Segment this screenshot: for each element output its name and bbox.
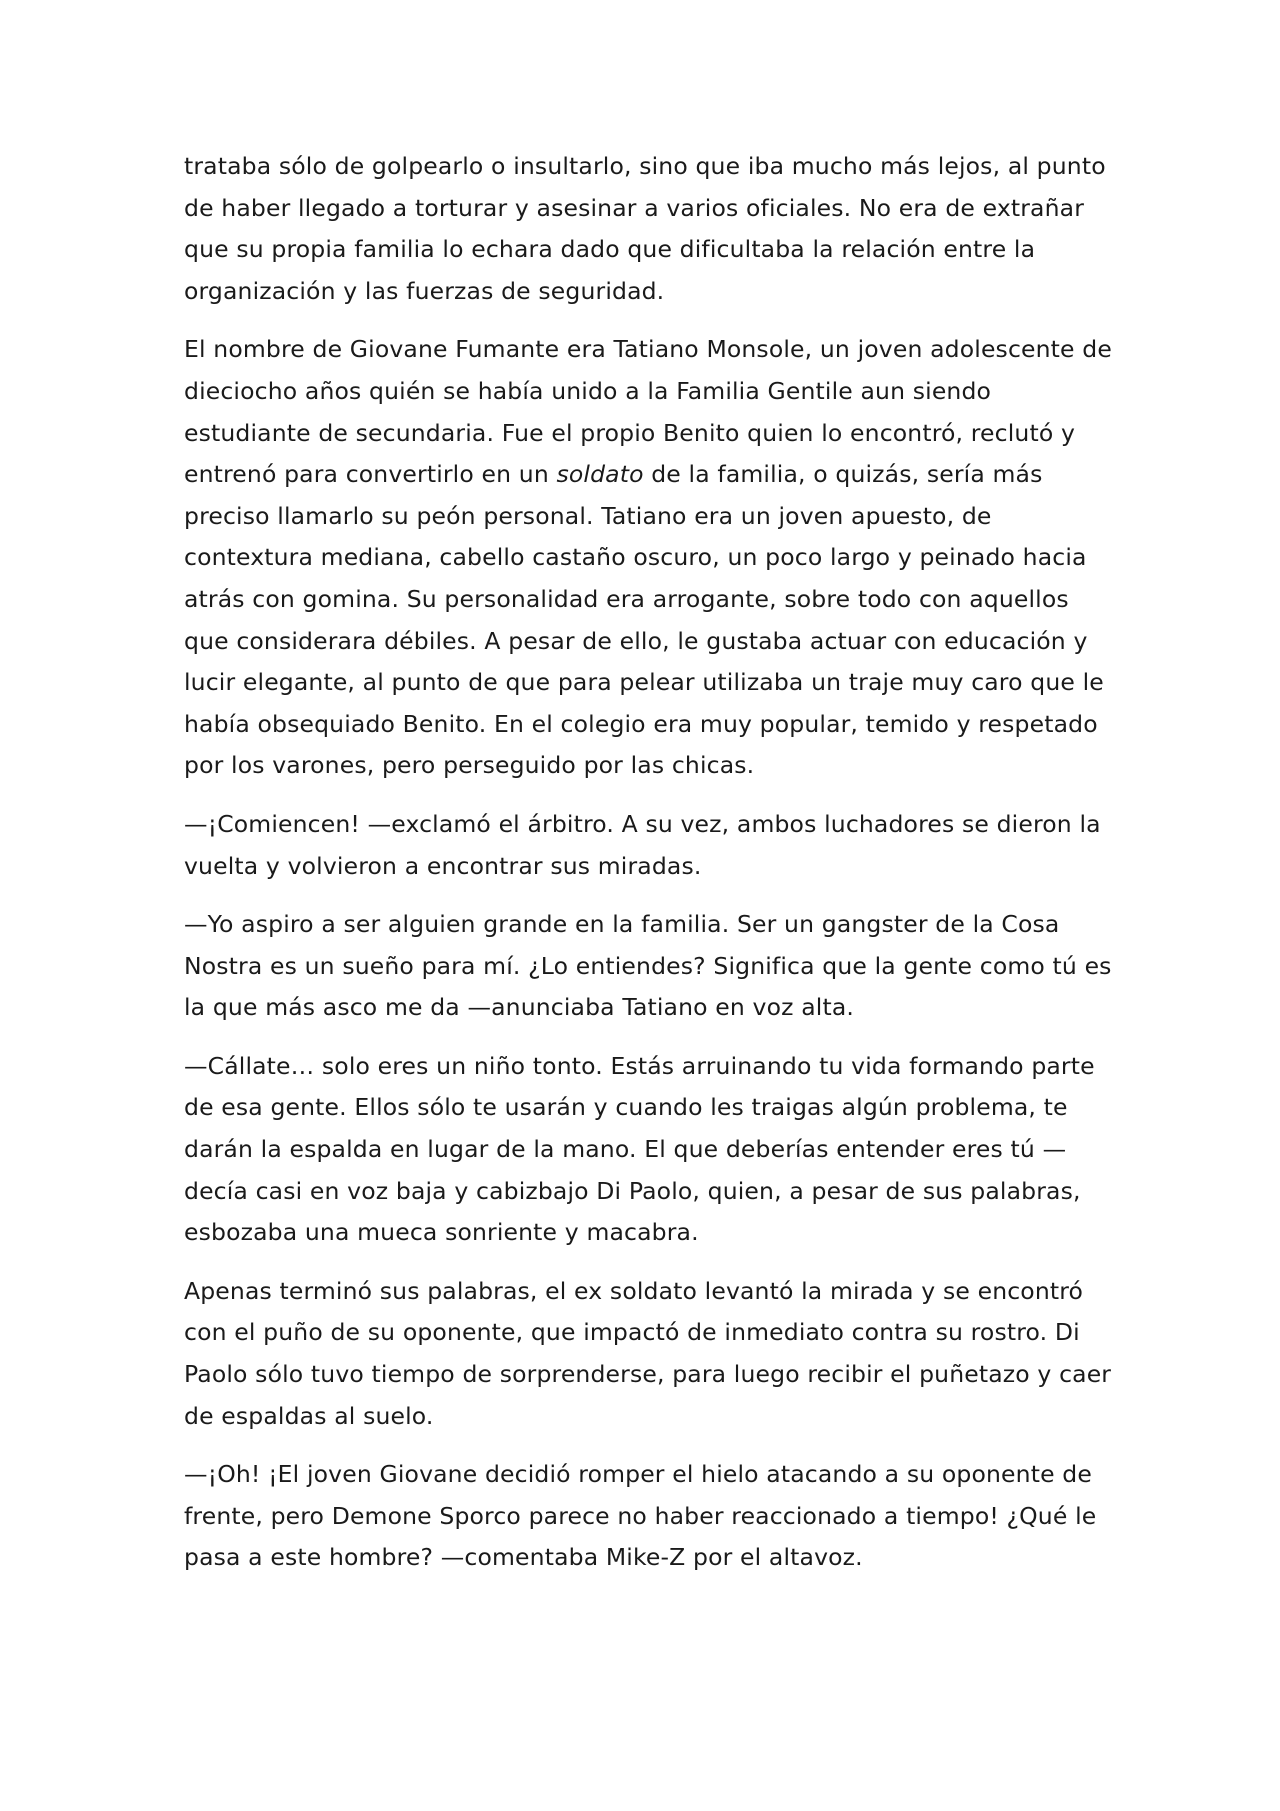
paragraph xyxy=(184,329,1114,787)
italic-term: soldato xyxy=(556,460,644,489)
paragraph-text: —Yo aspiro a ser alguien grande en la familia. Ser un gangster de la Cosa Nostra es un sueño para mí. ¿Lo entiendes? Significa que la gente como tú es la que más asco me da —anunciaba Tatiano en voz alta. xyxy=(184,910,1112,1022)
paragraph-text: El nombre de Giovane Fumante era Tatiano Monsole, un joven adolescente de dieciocho años quién se había unido a la Familia Gentile aun siendo estudiante de secundaria. Fue el propio Benito quien lo encontró, reclutó y entrenó para convertirlo en un xyxy=(184,335,1112,489)
paragraph-text: —Cállate… solo eres un niño tonto. Estás arruinando tu vida formando parte de esa gente. Ellos sólo te usarán y cuando les traigas algún problema, te darán la espalda en lugar de la mano. El que deberías entender eres tú —decía casi en voz baja y cabizbajo Di Paolo, quien, a pesar de sus palabras, esbozaba una mueca sonriente y macabra. xyxy=(184,1051,1095,1247)
paragraph-text: Apenas terminó sus palabras, el ex soldato levantó la mirada y se encontró con el puño de su oponente, que impactó de inmediato contra su rostro. Di Paolo sólo tuvo tiempo de sorprenderse, para luego recibir el puñetazo y caer de espaldas al suelo. xyxy=(184,1276,1112,1430)
paragraph xyxy=(184,1046,1114,1254)
paragraph-text: —¡Oh! ¡El joven Giovane decidió romper el hielo atacando a su oponente de frente, pero Demone Sporco parece no haber reaccionado a tiempo! ¿Qué le pasa a este hombre? —comentaba Mike-Z por el altavoz. xyxy=(184,1460,1097,1572)
document-body xyxy=(184,146,1114,1579)
paragraph xyxy=(184,146,1114,312)
paragraph xyxy=(184,804,1114,887)
paragraph-text: trataba sólo de golpearlo o insultarlo, sino que iba mucho más lejos, al punto de haber llegado a torturar y asesinar a varios oficiales. No era de extrañar que su propia familia lo echara dado que dificultaba la relación entre la organización y las fuerzas de seguridad. xyxy=(184,152,1106,305)
paragraph-text: —¡Comiencen! —exclamó el árbitro. A su vez, ambos luchadores se dieron la vuelta y volvieron a encontrar sus miradas. xyxy=(184,809,1101,880)
paragraph-text: de la familia, o quizás, sería más preciso llamarlo su peón personal. Tatiano era un joven apuesto, de contextura mediana, cabello castaño oscuro, un poco largo y peinado hacia atrás con gomina. Su personalidad era arrogante, sobre todo con aquellos que considerara débiles. A pesar de ello, le gustaba actuar con educación y lucir elegante, al punto de que para pelear utilizaba un traje muy caro que le había obsequiado Benito. En el colegio era muy popular, temido y respetado por los varones, pero perseguido por las chicas. xyxy=(184,460,1104,780)
paragraph xyxy=(184,1271,1114,1437)
paragraph xyxy=(184,904,1114,1029)
paragraph xyxy=(184,1454,1114,1579)
